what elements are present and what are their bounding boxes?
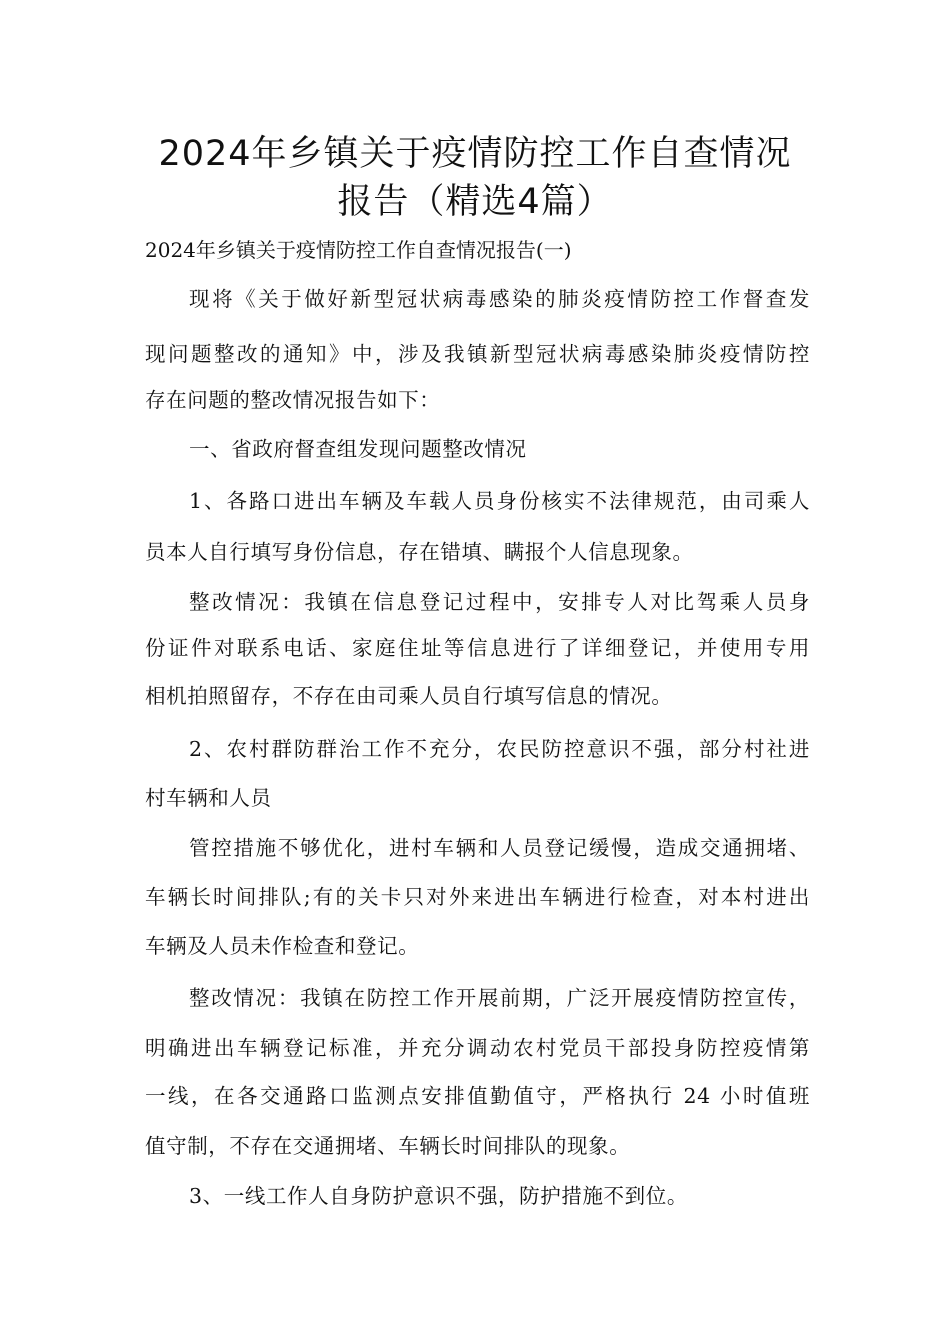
paragraph-line: 员本人自行填写身份信息，存在错填、瞒报个人信息现象。 (145, 540, 694, 564)
section-heading: 2024年乡镇关于疫情防控工作自查情况报告(一) (145, 238, 572, 262)
paragraph-line: 3、一线工作人自身防护意识不强，防护措施不到位。 (189, 1184, 688, 1208)
paragraph-line: 现将《关于做好新型冠状病毒感染的肺炎疫情防控工作督查发 (189, 287, 810, 311)
paragraph-line: 整改情况：我镇在防控工作开展前期，广泛开展疫情防控宣传， (189, 986, 810, 1010)
paragraph-line: 一、省政府督查组发现问题整改情况 (189, 437, 527, 461)
paragraph-line: 2、农村群防群治工作不充分，农民防控意识不强，部分村社进 (189, 737, 810, 761)
paragraph-line: 整改情况：我镇在信息登记过程中，安排专人对比驾乘人员身 (189, 590, 810, 614)
paragraph-line: 车辆及人员未作检查和登记。 (145, 934, 420, 958)
document-title (120, 130, 830, 226)
paragraph-line: 车辆长时间排队;有的关卡只对外来进出车辆进行检查，对本村进出 (145, 885, 810, 909)
paragraph-line: 1、各路口进出车辆及车载人员身份核实不法律规范，由司乘人 (189, 489, 810, 513)
paragraph-line: 管控措施不够优化，进村车辆和人员登记缓慢，造成交通拥堵、 (189, 836, 810, 860)
title-line-1: 2024年乡镇关于疫情防控工作自查情况 (158, 134, 792, 174)
paragraph-line: 现问题整改的通知》中，涉及我镇新型冠状病毒感染肺炎疫情防控 (145, 342, 810, 366)
paragraph-line: 村车辆和人员 (145, 786, 272, 810)
paragraph-line: 一线，在各交通路口监测点安排值勤值守，严格执行 24 小时值班 (145, 1084, 810, 1108)
title-line-2: 报告（精选4篇） (337, 182, 613, 222)
paragraph-line: 份证件对联系电话、家庭住址等信息进行了详细登记，并使用专用 (145, 636, 810, 660)
paragraph-line: 明确进出车辆登记标准，并充分调动农村党员干部投身防控疫情第 (145, 1036, 810, 1060)
paragraph-line: 值守制，不存在交通拥堵、车辆长时间排队的现象。 (145, 1134, 631, 1158)
paragraph-line: 存在问题的整改情况报告如下： (145, 388, 441, 412)
paragraph-line: 相机拍照留存，不存在由司乘人员自行填写信息的情况。 (145, 684, 673, 708)
